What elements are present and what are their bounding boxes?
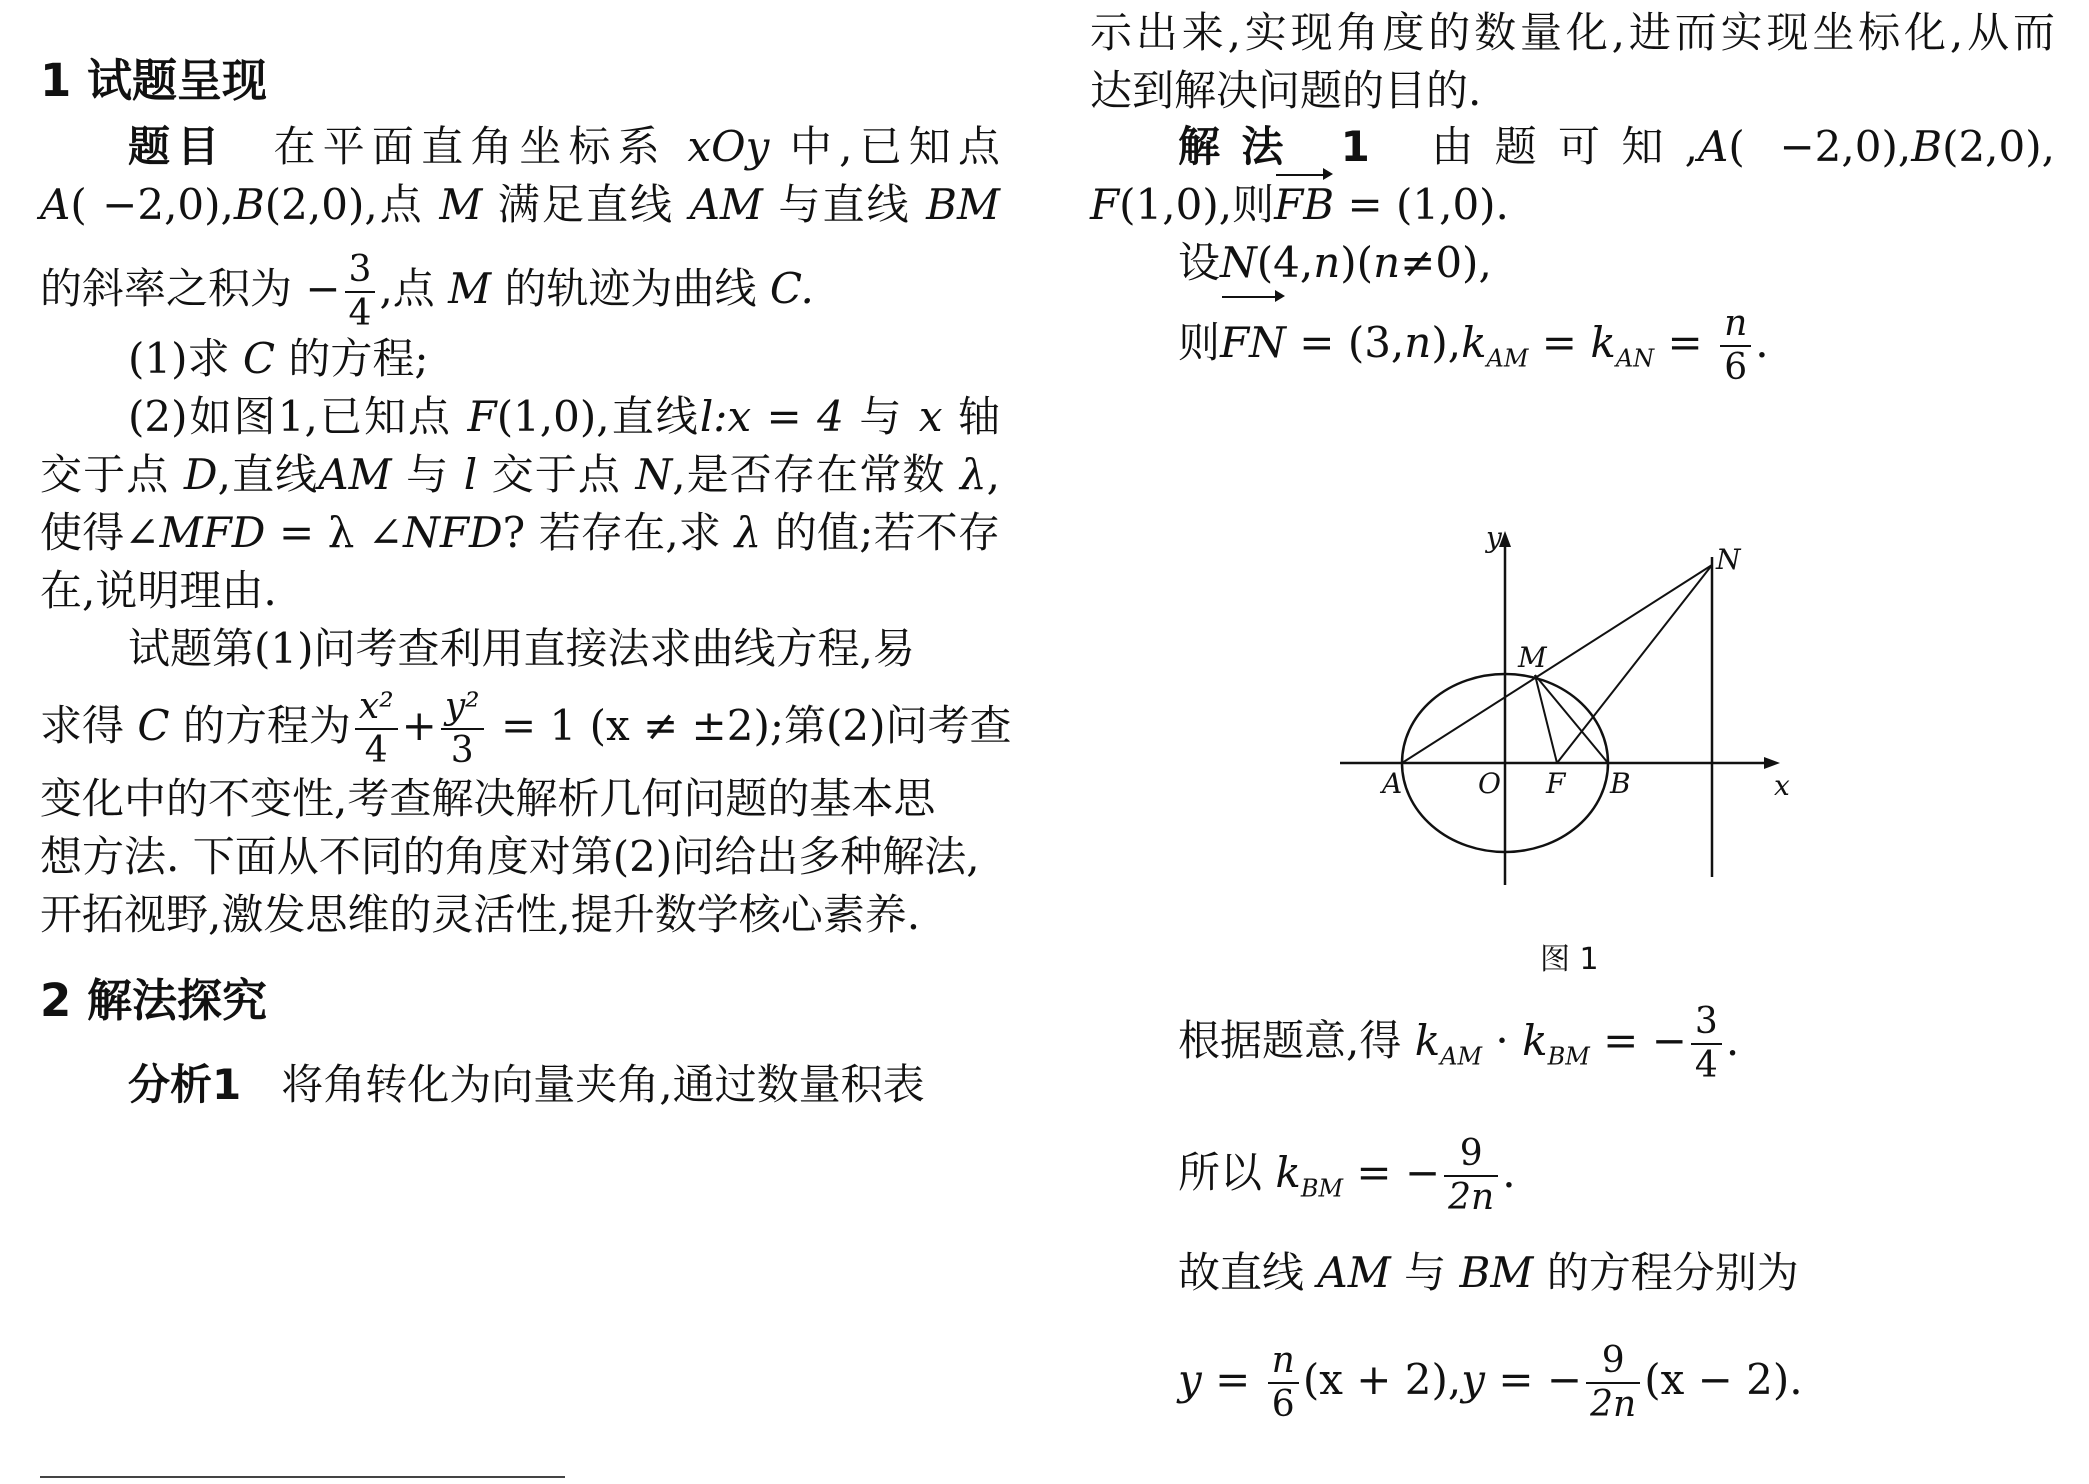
- label-b: B: [1610, 767, 1631, 800]
- analysis-1-line: 分析1 将角转化为向量夹角,通过数量积表: [128, 1060, 925, 1109]
- section-1-heading: 1 试题呈现: [40, 54, 267, 107]
- problem-line-1: 题目 在平面直角坐标系 xOy 中,已知点: [128, 122, 1000, 171]
- fraction-3-4-b: $\frac{3}{4}$: [1691, 1001, 1722, 1087]
- label-y: y: [1486, 525, 1502, 554]
- vector-fb: FB: [1274, 176, 1334, 234]
- fraction-9-2n: $\frac{9}{2n}$: [1444, 1133, 1498, 1219]
- label-m: M: [1518, 641, 1547, 674]
- question-2-line-1: (2)如图1,已知点 F(1,0),直线l:x = 4 与 x 轴: [128, 392, 1000, 441]
- figure-1-caption: 图 1: [1540, 942, 1599, 977]
- analysis-1-label: 分析1: [128, 1060, 242, 1109]
- therefore-line: 所以 $k_{BM}$ = − $\frac{9}{2n}$ .: [1178, 1133, 1516, 1218]
- line-fn: [1557, 565, 1712, 763]
- label-n: N: [1716, 543, 1741, 576]
- line-equations: y = $\frac{n}{6}$ (x + 2),y = − $\frac{9}{2n}$ (x − 2).: [1178, 1340, 1803, 1425]
- footnote-rule: [40, 1476, 565, 1478]
- solution-1-line-2: F(1,0),则FB = (1,0).: [1090, 176, 1509, 234]
- set-n-line: 设N(4,n)(n≠0),: [1178, 238, 1492, 287]
- problem-line-3: 的斜率之积为 − $\frac{3}{4}$ ,点 M 的轨迹为曲线 C.: [40, 249, 814, 334]
- analysis-line-5: 开拓视野,激发思维的灵活性,提升数学核心素养.: [40, 890, 921, 939]
- right-line-1: 示出来,实现角度的数量化,进而实现坐标化,从而: [1090, 8, 2055, 57]
- then-fn-line: 则FN = $(3,n),k_{AM} = k_{AN}$ = $\frac{n}{6}$ .: [1178, 298, 1769, 403]
- solution-1-label: 解法 1: [1178, 122, 1370, 171]
- question-2-line-4: 在,说明理由.: [40, 566, 277, 615]
- label-a: A: [1382, 767, 1403, 800]
- analysis-line-2: 求得 C 的方程为 $\frac{\text{x²}}{4}$ + $\frac{\text{y²}}{3}$ = 1 (x ≠ ±2);第(2)问考查: [40, 686, 1012, 771]
- analysis-line-3: 变化中的不变性,考查解决解析几何问题的基本思: [40, 774, 936, 823]
- vector-fn: FN: [1220, 298, 1286, 388]
- figure-1-diagram: [1340, 525, 1900, 895]
- solution-1-line-1: 解法 1 由题可知,A( −2,0),B(2,0),: [1178, 122, 2055, 171]
- problem-line-2: A( −2,0),B(2,0),点 M 满足直线 AM 与直线 BM: [40, 180, 1000, 229]
- analysis-line-1: 试题第(1)问考查利用直接法求曲线方程,易: [128, 624, 915, 673]
- analysis-line-4: 想方法. 下面从不同的角度对第(2)问给出多种解法,: [40, 832, 980, 881]
- right-line-2: 达到解决问题的目的.: [1090, 66, 1482, 115]
- question-1: (1)求 C 的方程;: [128, 334, 429, 383]
- fraction-n-6: $\frac{n}{6}$: [1720, 303, 1751, 389]
- fraction-n-6-b: $\frac{n}{6}$: [1268, 1340, 1299, 1426]
- fraction-3-4: $\frac{3}{4}$: [345, 249, 376, 335]
- x-axis-arrow: [1764, 757, 1780, 769]
- problem-label: 题目: [128, 122, 227, 171]
- question-2-line-3: 使得∠MFD = λ ∠NFD? 若存在,求 λ 的值;若不存: [40, 508, 1000, 557]
- fraction-y2-3: $\frac{\text{y²}}{3}$: [441, 686, 484, 772]
- lines-intro: 故直线 AM 与 BM 的方程分别为: [1178, 1248, 1799, 1297]
- label-o: O: [1478, 767, 1501, 800]
- line-an: [1402, 565, 1712, 763]
- fraction-x2-4: $\frac{\text{x²}}{4}$: [355, 686, 398, 772]
- label-f: F: [1546, 767, 1566, 800]
- according-line: 根据题意,得 $k_{AM} \cdot k_{BM}$ = − $\frac{3}{4}$ .: [1178, 1001, 1740, 1086]
- question-2-line-2: 交于点 D,直线AM 与 l 交于点 N,是否存在常数 λ,: [40, 450, 1000, 499]
- section-2-heading: 2 解法探究: [40, 974, 267, 1027]
- fraction-9-2n-b: $\frac{9}{2n}$: [1586, 1340, 1640, 1426]
- label-x: x: [1774, 769, 1790, 802]
